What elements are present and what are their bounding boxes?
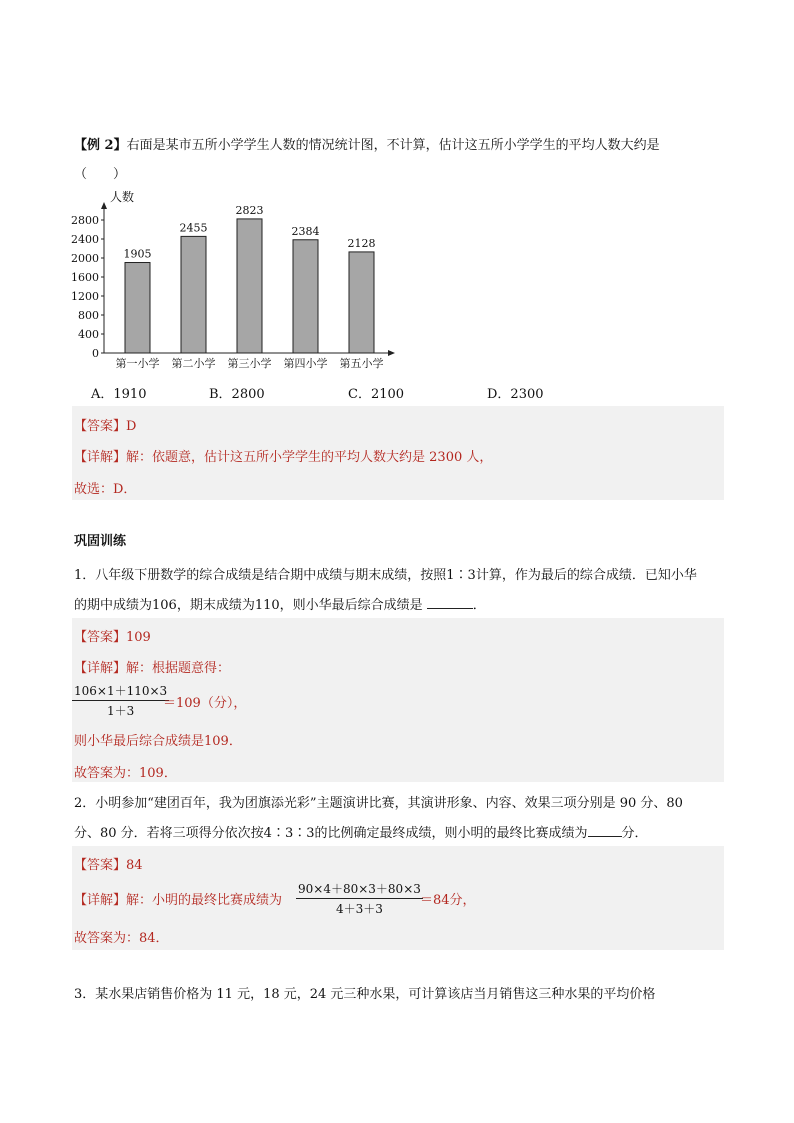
category-label: 第五小学 — [339, 357, 384, 370]
q2-line2-text: 分、80 分．若将三项得分依次按4∶3∶3的比例确定最终成绩，则小明的最终比赛成绩为 — [74, 826, 588, 841]
q1-answer — [74, 626, 151, 645]
q3-line1: 3．某水果店销售价格为 11 元，18 元，24 元三种水果，可计算该店当月销售这三种水果的平均价格 — [74, 987, 656, 1002]
option-d: D．2300 — [487, 387, 544, 402]
detail-tag: 【详解】 — [74, 450, 127, 465]
example2-detail — [74, 446, 492, 465]
q2-line1: 2．小明参加“建团百年，我为团旗添光彩”主题演讲比赛，其演讲形象、内容、效果三项分别是 90 分、80 — [74, 796, 683, 811]
q2-detail-text: 解：小明的最终比赛成绩为 — [126, 893, 283, 908]
q1-conclusion: 故答案为：109． — [74, 766, 177, 781]
y-tick-label: 2000 — [71, 252, 99, 265]
q1-blank — [427, 608, 473, 609]
bar — [349, 252, 374, 353]
example2-answer — [74, 415, 136, 434]
category-label: 第四小学 — [283, 357, 328, 370]
answer-value: D — [126, 419, 137, 434]
q2-formula-fraction — [296, 880, 423, 917]
y-tick-label: 2800 — [71, 214, 99, 227]
q2-detail-tag: 【详解】 — [74, 893, 127, 908]
y-axis-arrow — [101, 202, 107, 209]
q2-line2-end: 分． — [621, 826, 648, 841]
q1-formula-fraction — [72, 682, 169, 719]
q1-line2-text: 的期中成绩为106，期末成绩为110，则小华最后综合成绩是 — [74, 598, 423, 613]
category-label: 第一小学 — [115, 357, 160, 370]
y-tick-label: 800 — [78, 309, 99, 322]
q1-answer-tag: 【答案】 — [74, 630, 127, 645]
data-label: 1905 — [123, 247, 152, 261]
q2-answer-value: 84 — [126, 858, 143, 873]
example2-question — [74, 134, 660, 153]
option-b: B．2800 — [209, 387, 265, 402]
answer-tag: 【答案】 — [74, 419, 127, 434]
y-tick-label: 1600 — [71, 271, 99, 284]
option-c: C．2100 — [348, 387, 405, 402]
q1-formula-result: ＝109（分）， — [163, 696, 247, 711]
bar — [237, 219, 262, 353]
category-label: 第三小学 — [227, 357, 272, 370]
q2-detail — [74, 889, 282, 908]
y-tick-label: 0 — [92, 347, 99, 360]
q1-formula-numerator: 106×1＋110×3 — [72, 682, 169, 701]
q2-formula-denominator: 4＋3＋3 — [335, 902, 383, 916]
data-label: 2823 — [235, 203, 264, 217]
q1-result-line: 则小华最后综合成绩是109． — [74, 734, 242, 749]
example2-question-text: 右面是某市五所小学学生人数的情况统计图，不计算，估计这五所小学学生的平均人数大约是 — [126, 138, 660, 153]
q1-detail-text: 解：根据题意得： — [126, 661, 231, 676]
y-tick-label: 2400 — [71, 233, 99, 246]
q2-conclusion: 故答案为：84． — [74, 931, 169, 946]
q2-formula-numerator: 90×4＋80×3＋80×3 — [296, 880, 423, 899]
bar — [181, 236, 206, 353]
bar — [293, 240, 318, 353]
example2-tag: 【例 2】 — [74, 138, 127, 153]
data-label: 2384 — [291, 224, 320, 238]
section-title: 巩固训练 — [74, 534, 127, 549]
q2-answer — [74, 854, 143, 873]
bar — [125, 263, 150, 353]
x-axis-arrow — [388, 350, 395, 356]
data-label: 2455 — [179, 221, 208, 235]
category-label: 第二小学 — [171, 357, 216, 370]
y-axis-label: 人数 — [110, 190, 135, 204]
q1-line1: 1．八年级下册数学的综合成绩是结合期中成绩与期末成绩，按照1∶3计算，作为最后的综合成绩．已知小华 — [74, 568, 697, 583]
q1-formula-denominator: 1＋3 — [106, 704, 135, 718]
q2-answer-tag: 【答案】 — [74, 858, 127, 873]
q1-detail — [74, 657, 230, 676]
q1-answer-value: 109 — [126, 630, 151, 645]
q1-detail-tag: 【详解】 — [74, 661, 127, 676]
y-tick-label: 1200 — [71, 290, 99, 303]
y-tick-label: 400 — [78, 328, 99, 341]
q2-blank — [588, 836, 622, 837]
q1-line2 — [74, 594, 486, 613]
example2-conclusion: 故选：D． — [74, 482, 137, 497]
q2-line2 — [74, 822, 648, 841]
bar-chart — [68, 186, 408, 374]
example2-paren: （ ） — [74, 167, 127, 182]
data-label: 2128 — [347, 236, 376, 250]
q2-formula-result: ＝84分， — [420, 893, 476, 908]
option-a: A．1910 — [91, 387, 147, 402]
q1-line2-end: ． — [472, 598, 486, 613]
detail-text: 解：依题意，估计这五所小学学生的平均人数大约是 2300 人， — [126, 450, 493, 465]
